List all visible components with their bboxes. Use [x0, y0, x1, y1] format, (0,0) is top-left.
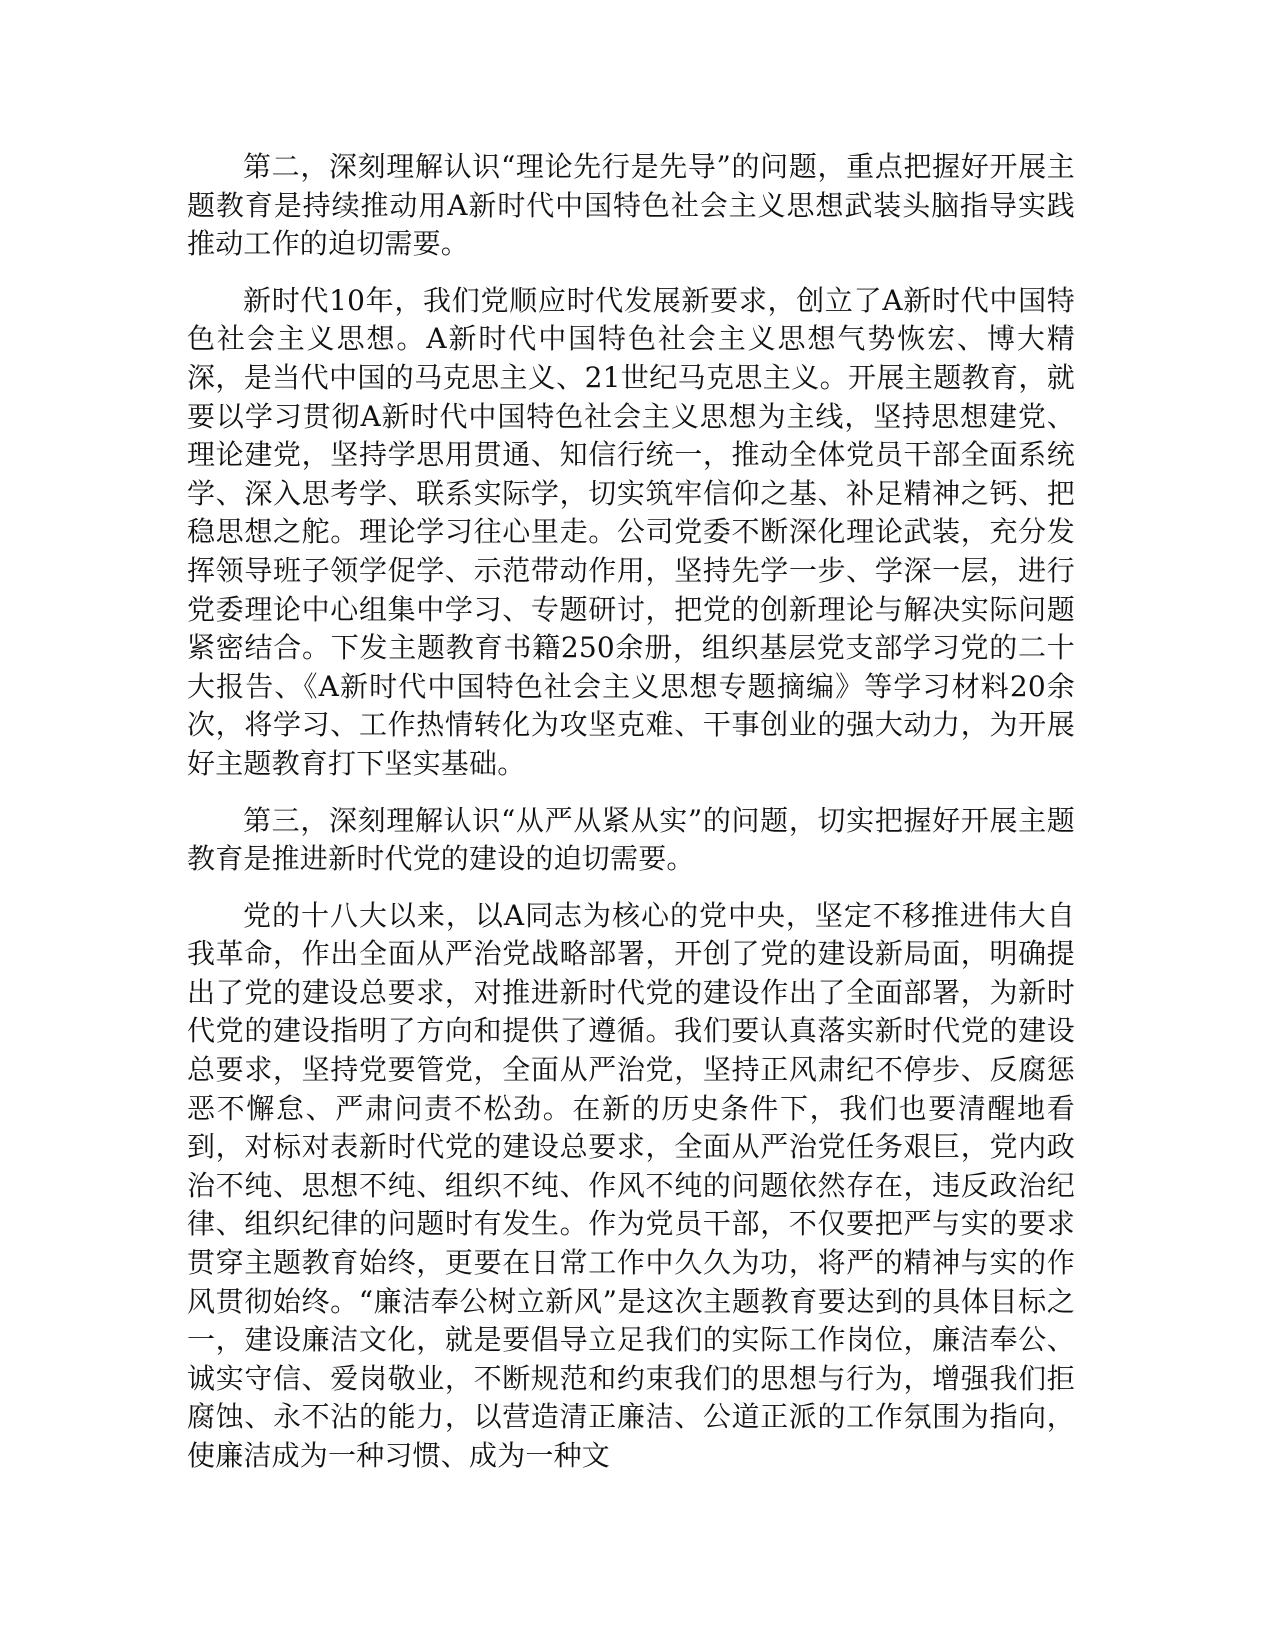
paragraph-body-theory: 新时代10年，我们党顺应时代发展新要求，创立了A新时代中国特色社会主义思想。A新时代中国特色社会主义思想气势恢宏、博大精深，是当代中国的马克思主义、21世纪马克思主义。开展主题教育，就要以学习贯彻A新时代中国特色社会主义思想为主线，坚持思想建党、理论建党，坚持学思用贯通、知信行统一，推动全体党员干部全面系统学、深入思考学、联系实际学，切实筑牢信仰之基、补足精神之钙、把稳思想之舵。理论学习往心里走。公司党委不断深化理论武装，充分发挥领导班子领学促学、示范带动作用，坚持先学一步、学深一层，进行党委理论中心组集中学习、专题研讨，把党的创新理论与解决实际问题紧密结合。下发主题教育书籍250余册，组织基层党支部学习党的二十大报告、《A新时代中国特色社会主义思想专题摘编》等学习材料20余次，将学习、工作热情转化为攻坚克难、干事创业的强大动力，为开展好主题教育打下坚实基础。 — [187, 283, 1075, 780]
paragraph-body-party-building: 党的十八大以来，以A同志为核心的党中央，坚定不移推进伟大自我革命，作出全面从严治党战略部署，开创了党的建设新局面，明确提出了党的建设总要求，对推进新时代党的建设作出了全面部署，为新时代党的建设指明了方向和提供了遵循。我们要认真落实新时代党的建设总要求，坚持党要管党，全面从严治党，坚持正风肃纪不停步、反腐惩恶不懈怠、严肃问责不松劲。在新的历史条件下，我们也要清醒地看到，对标对表新时代党的建设总要求，全面从严治党任务艰巨，党内政治不纯、思想不纯、组织不纯、作风不纯的问题依然存在，违反政治纪律、组织纪律的问题时有发生。作为党员干部，不仅要把严与实的要求贯穿主题教育始终，更要在日常工作中久久为功，将严的精神与实的作风贯彻始终。“廉洁奉公树立新风”是这次主题教育要达到的具体目标之一，建设廉洁文化，就是要倡导立足我们的实际工作岗位，廉洁奉公、诚实守信、爱岗敬业，不断规范和约束我们的思想与行为，增强我们拒腐蚀、永不沾的能力，以营造清正廉洁、公道正派的工作氛围为指向，使廉洁成为一种习惯、成为一种文 — [187, 898, 1075, 1472]
document-page — [187, 148, 1075, 1494]
paragraph-heading-third: 第三，深刻理解认识“从严从紧从实”的问题，切实把握好开展主题教育是推进新时代党的建设的迫切需要。 — [187, 803, 1075, 876]
paragraph-heading-second: 第二，深刻理解认识“理论先行是先导”的问题，重点把握好开展主题教育是持续推动用A新时代中国特色社会主义思想武装头脑指导实践推动工作的迫切需要。 — [187, 150, 1075, 261]
